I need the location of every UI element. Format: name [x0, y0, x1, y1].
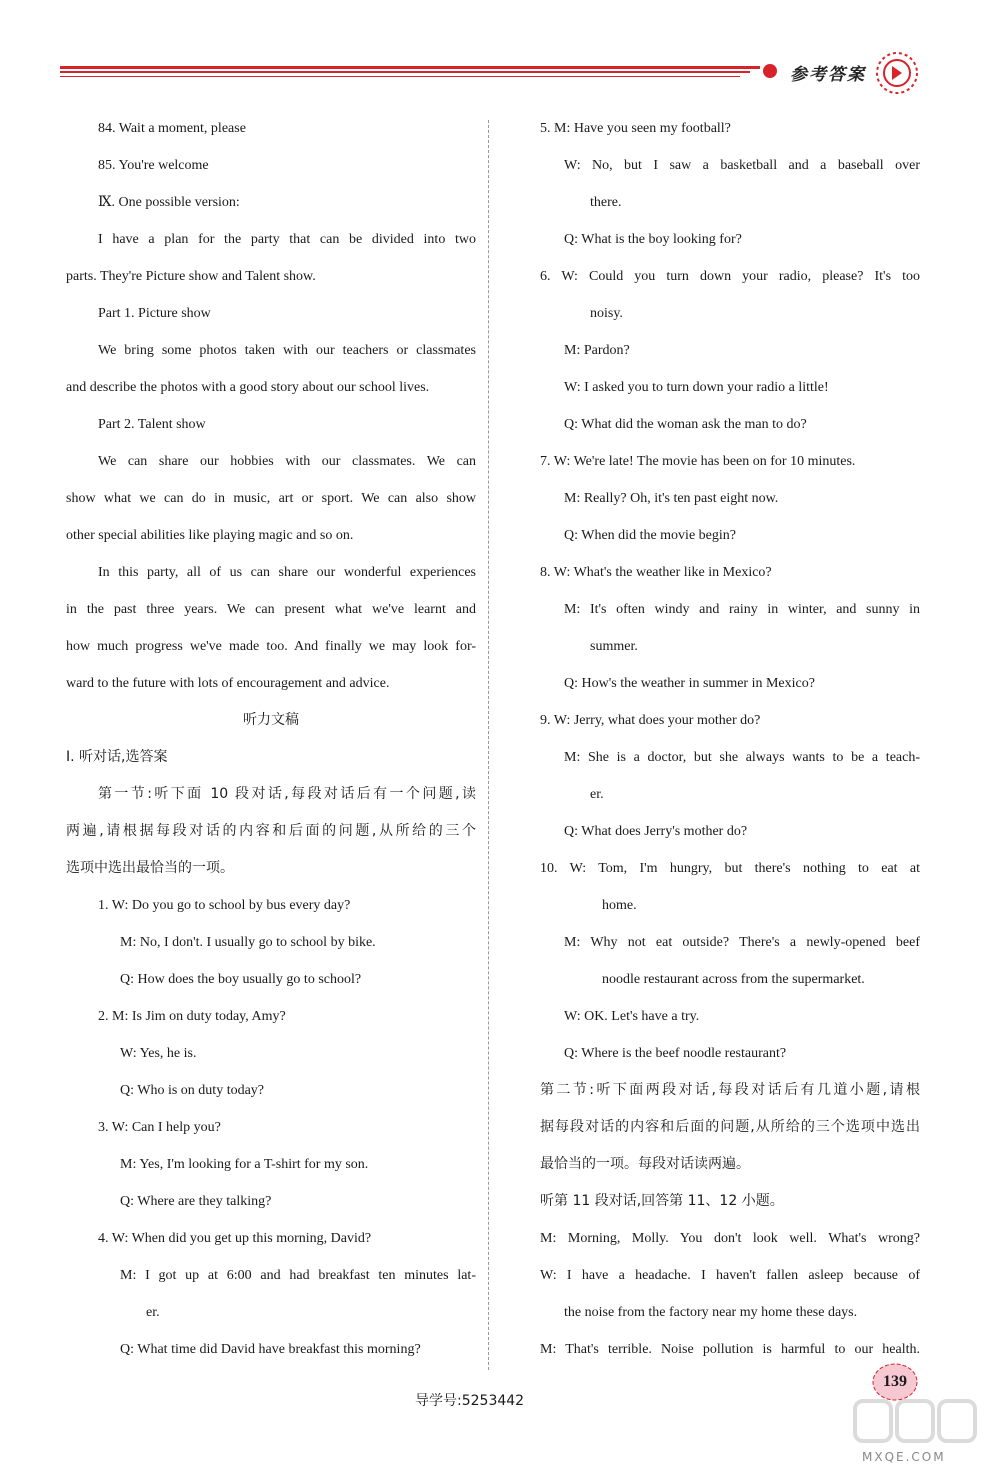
- text-line: 两遍,请根据每段对话的内容和后面的问题,从所给的三个: [66, 823, 476, 839]
- text-line: 3. W: Can I help you?: [98, 1120, 221, 1135]
- text-line: W: I have a headache. I haven't fallen asleep because of: [540, 1268, 920, 1283]
- text-line: W: I asked you to turn down your radio a little!: [564, 380, 829, 395]
- text-line: the noise from the factory near my home these days.: [564, 1305, 858, 1320]
- text-line: Q: How does the boy usually go to school?: [120, 972, 362, 987]
- text-line: noodle restaurant across from the supermarket.: [602, 972, 865, 987]
- header-dot-icon: [763, 64, 777, 78]
- text-line: how much progress we've made too. And finally we may look for-: [66, 639, 476, 654]
- text-line: 7. W: We're late! The movie has been on for 10 minutes.: [540, 454, 856, 469]
- text-line: W: OK. Let's have a try.: [564, 1009, 700, 1024]
- text-line: Ⅰ. 听对话,选答案: [66, 749, 168, 765]
- column-divider: [488, 120, 489, 1370]
- text-line: show what we can do in music, art or sport. We can also show: [66, 491, 476, 506]
- text-line: Q: What is the boy looking for?: [564, 232, 742, 247]
- text-line: Q: What does Jerry's mother do?: [564, 824, 748, 839]
- guide-number: 导学号:5253442: [415, 1393, 525, 1409]
- text-line: M: Morning, Molly. You don't look well. What's wrong?: [540, 1231, 920, 1246]
- header-rule: [60, 66, 760, 69]
- text-line: W: Yes, he is.: [120, 1046, 197, 1061]
- text-line: 84. Wait a moment, please: [98, 121, 246, 136]
- text-line: in the past three years. We can present what we've learnt and: [66, 602, 476, 617]
- page-number: 139: [883, 1373, 907, 1390]
- text-line: Q: Where is the beef noodle restaurant?: [564, 1046, 787, 1061]
- left-column: [66, 110, 476, 1368]
- text-line: I have a plan for the party that can be divided into two: [98, 232, 476, 247]
- right-column: [540, 110, 920, 1368]
- flower-logo-icon: [872, 48, 922, 98]
- text-line: 85. You're welcome: [98, 158, 209, 173]
- text-line: M: No, I don't. I usually go to school by bike.: [120, 935, 376, 950]
- header-rule: [60, 76, 740, 77]
- text-line: Part 1. Picture show: [98, 306, 211, 321]
- text-line: Part 2. Talent show: [98, 417, 206, 432]
- text-line: W: No, but I saw a basketball and a baseball over: [564, 158, 920, 173]
- text-line: M: She is a doctor, but she always wants to be a teach-: [564, 750, 920, 765]
- text-line: M: Pardon?: [564, 343, 630, 358]
- text-line: ward to the future with lots of encouragement and advice.: [66, 676, 390, 691]
- text-line: M: Why not eat outside? There's a newly-opened beef: [564, 935, 920, 950]
- text-line: Q: Who is on duty today?: [120, 1083, 265, 1098]
- text-line: 6. W: Could you turn down your radio, please? It's too: [540, 269, 920, 284]
- text-line: parts. They're Picture show and Talent show.: [66, 269, 316, 284]
- header-rule: [60, 71, 750, 73]
- text-line: Ⅸ. One possible version:: [98, 195, 240, 210]
- text-line: M: Really? Oh, it's ten past eight now.: [564, 491, 779, 506]
- text-line: there.: [590, 195, 622, 210]
- text-line: 选项中选出最恰当的一项。: [66, 860, 234, 876]
- text-line: M: I got up at 6:00 and had breakfast ten minutes lat-: [120, 1268, 476, 1283]
- text-line: 2. M: Is Jim on duty today, Amy?: [98, 1009, 286, 1024]
- text-line: 9. W: Jerry, what does your mother do?: [540, 713, 761, 728]
- page-header: [0, 0, 1000, 110]
- text-line: M: That's terrible. Noise pollution is harmful to our health.: [540, 1342, 920, 1357]
- text-line: Q: What did the woman ask the man to do?: [564, 417, 807, 432]
- text-line: 8. W: What's the weather like in Mexico?: [540, 565, 772, 580]
- text-line: In this party, all of us can share our wonderful experiences: [98, 565, 476, 580]
- text-line: 5. M: Have you seen my football?: [540, 121, 731, 136]
- text-line: Q: How's the weather in summer in Mexico?: [564, 676, 815, 691]
- text-line: er.: [590, 787, 604, 802]
- text-line: 第二节:听下面两段对话,每段对话后有几道小题,请根: [540, 1082, 920, 1098]
- text-line: Q: Where are they talking?: [120, 1194, 272, 1209]
- text-line: We can share our hobbies with our classmates. We can: [98, 454, 476, 469]
- text-line: Q: When did the movie begin?: [564, 528, 736, 543]
- text-line: other special abilities like playing magic and so on.: [66, 528, 354, 543]
- text-line: 1. W: Do you go to school by bus every day?: [98, 898, 351, 913]
- text-line: 听第 11 段对话,回答第 11、12 小题。: [540, 1193, 784, 1209]
- text-line: 4. W: When did you get up this morning, David?: [98, 1231, 372, 1246]
- text-line: We bring some photos taken with our teachers or classmates: [98, 343, 476, 358]
- text-line: 第一节:听下面 10 段对话,每段对话后有一个问题,读: [98, 786, 476, 802]
- text-line: noisy.: [590, 306, 623, 321]
- text-line: er.: [146, 1305, 160, 1320]
- text-line: 10. W: Tom, I'm hungry, but there's nothing to eat at: [540, 861, 920, 876]
- text-line: summer.: [590, 639, 638, 654]
- text-line: M: It's often windy and rainy in winter, and sunny in: [564, 602, 920, 617]
- text-line: home.: [602, 898, 637, 913]
- text-line: 最恰当的一项。每段对话读两遍。: [540, 1156, 750, 1172]
- text-line: 听力文稿: [243, 712, 299, 728]
- text-line: 据每段对话的内容和后面的问题,从所给的三个选项中选出: [540, 1119, 920, 1135]
- header-title: 参考答案: [790, 65, 866, 85]
- watermark-text: MXQE.COM: [862, 1450, 946, 1464]
- text-line: Q: What time did David have breakfast this morning?: [120, 1342, 421, 1357]
- text-line: and describe the photos with a good story about our school lives.: [66, 380, 430, 395]
- text-line: M: Yes, I'm looking for a T-shirt for my son.: [120, 1157, 369, 1172]
